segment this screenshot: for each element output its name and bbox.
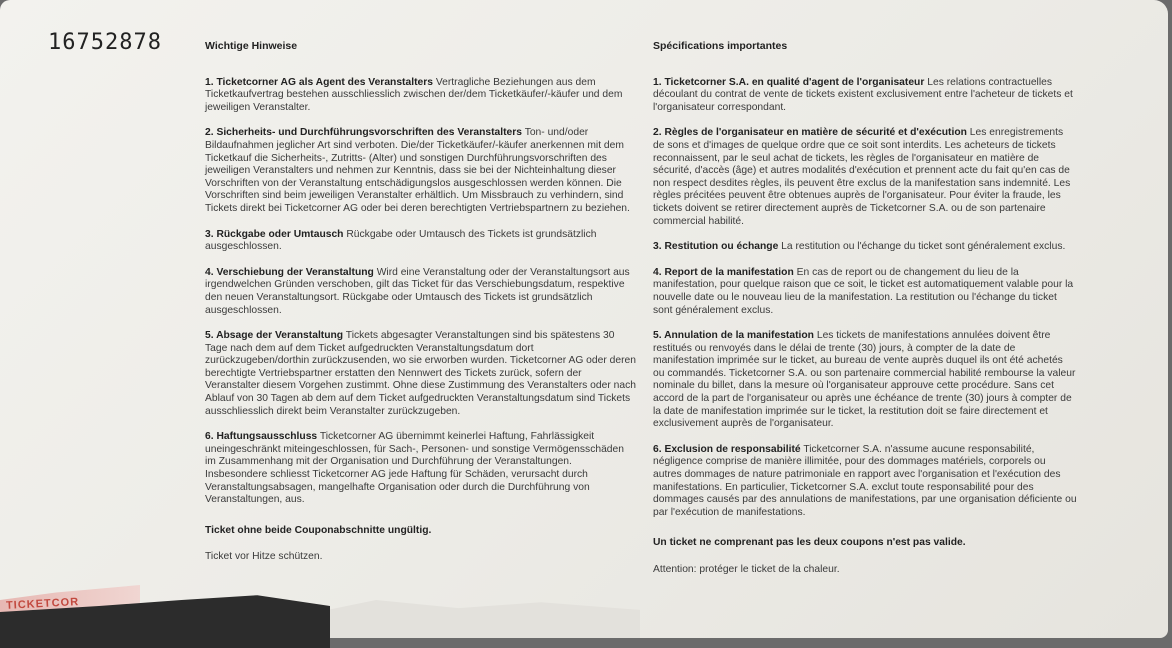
german-heat-note: Ticket vor Hitze schützen. (205, 551, 323, 563)
french-item-3: 3. Restitution ou échange La restitution ou l'échange du ticket sont généralement exclus. (653, 241, 1066, 253)
french-item-4: 4. Report de la manifestation En cas de report ou de changement du lieu de la manifestation, pour quelque raison que ce soit, le ticket est automatiquement valable pour la nouvelle date ou le nouveau lieu de la manifestation. La restitution ou l'échange du ticket sont généralement exclus. (653, 266, 1074, 316)
french-column (653, 40, 1077, 590)
german-heading: Wichtige Hinweise (205, 40, 298, 52)
stub-logo-text: TICKETCOR (5, 596, 80, 612)
french-item-5: 5. Annulation de la manifestation Les tickets de manifestations annulées doivent être restitués ou renvoyés dans le délai de trente (30) jours, à compter de la date de manifestation imprimée sur le ticket, au bureau de vente auprès duquel ils ont été achetés ou commandés. Ticketcorner S.A. ou son partenaire commercial habilité rembourse la valeur nominale du billet, dans la mesure où l'organisateur approuve cette procédure. Sans cet accord de la part de l'organisateur ou après une échéance de trente (30) jours à compter de la date de manifestation imprimée sur le ticket, la restitution doit se faire directement et exclusivement auprès de l'organisateur. (653, 330, 1076, 430)
french-heat-note: Attention: protéger le ticket de la chaleur. (653, 564, 840, 575)
french-item-6: 6. Exclusion de responsabilité Ticketcorner S.A. n'assume aucune responsabilité, négligence comprise de manière illimitée, pour des dommages matériels, corporels ou autres dommages de nature patrimoniale en rapport avec l'organisation et l'exécution des manifestations. En particulier, Ticketcorner S.A. exclut toute responsabilité pour des dommages causés par des annulations de manifestations, par une organisation déficiente ou par l'exécution de manifestations. (653, 443, 1077, 518)
german-item-2: 2. Sicherheits- und Durchführungsvorschriften des Veranstalters Ton- und/oder Bildaufnahmen jeglicher Art sind verboten. Die/der Ticketkäufer/-käufer anerkennen mit dem Ticketkauf die Sicherheits-, Zutritts- (Alter) und sonstigen Durchführungsvorschriften des jeweiligen Veranstalters und nehmen zur Kenntnis, dass sie bei der Nichteinhaltung dieser Vorschriften von der Veranstaltung entschädigungslos ausgeschlossen werden können. Die Vorschriften sind beim jeweiligen Veranstalter erhältlich. Um Missbrauch zu verhindern, sind Tickets direkt bei Ticketcorner AG oder bei deren berechtigten Vertriebspartnern zu beziehen. (205, 127, 630, 214)
french-heading: Spécifications importantes (653, 40, 788, 52)
french-item-2: 2. Règles de l'organisateur en matière de sécurité et d'exécution Les enregistrements de sons et d'images de quelque ordre que ce soit sont interdits. Les acheteurs de tickets reconnaissent, par le seul achat de tickets, les règles de l'organisateur en matière de sécurité, d'accès (âge) et autres modalités d'exécution et prennent acte du fait qu'en cas de non respect desdites règles, ils peuvent être exclus de la manifestation sans indemnité. Les règles précitées peuvent être obtenues auprès de l'organisateur. Pour éviter la fraude, les tickets doivent se retirer directement auprès de Ticketcorner S.A. ou de son partenaire commercial habilité. (653, 127, 1071, 227)
german-item-3: 3. Rückgabe oder Umtausch Rückgabe oder Umtausch des Tickets ist grundsätzlich ausgeschlossen. (205, 228, 597, 253)
german-validity-note: Ticket ohne beide Couponabschnitte ungültig. (205, 524, 432, 536)
german-item-5: 5. Absage der Veranstaltung Tickets abgesagter Veranstaltungen sind bis spätestens 30 Tage nach dem auf dem Ticket aufgedruckten Veranstaltungsdatum dort zurückzugeben/dorthin zurückzusenden, wo sie erworben wurden. Ticketcorner AG oder deren berechtigte Vertriebspartner erstatten den Nennwert des Tickets zurück, sofern der Veranstalter diesem Vorgehen zustimmt. Ohne diese Zustimmung des Veranstalters oder nach Ablauf von 30 Tagen ab dem auf dem Ticket aufgedruckten Veranstaltungsdatum sind Tickets ausschliesslich direkt beim Veranstalter zurückzugeben. (205, 330, 636, 417)
german-item-4: 4. Verschiebung der Veranstaltung Wird eine Veranstaltung oder der Veranstaltungsort aus irgendwelchen Gründen verschoben, gilt das Ticket für das Verschiebungsdatum, respektive den neuen Veranstaltungsort. Rückgabe oder Umtausch des Tickets ist grundsätzlich ausgeschlossen. (205, 266, 630, 316)
torn-edge (310, 600, 640, 638)
serial-number: 16752878 (48, 30, 162, 55)
german-column (205, 40, 637, 577)
german-item-6: 6. Haftungsausschluss Ticketcorner AG übernimmt keinerlei Haftung, Fahrlässigkeit uneingeschränkt miteingeschlossen, für Sach-, Personen- und sonstige Vermögensschäden im Zusammenhang mit der Organisation und Durchführung der Veranstaltungen. Insbesondere schliesst Ticketcorner AG jede Haftung für Schäden, verursacht durch Veranstaltungsabsagen, mangelhafte Organisation oder durch die Durchführung von Veranstaltungen, aus. (205, 431, 624, 506)
french-validity-note: Un ticket ne comprenant pas les deux coupons n'est pas valide. (653, 537, 966, 549)
german-item-1: 1. Ticketcorner AG als Agent des Veranstalters Vertragliche Beziehungen aus dem Ticketkaufvertrag bestehen ausschliesslich zwischen der/dem Ticketkäufer/-käufer und dem jeweiligen Veranstalter. (205, 76, 623, 113)
french-item-1: 1. Ticketcorner S.A. en qualité d'agent de l'organisateur Les relations contractuelles découlant du contrat de vente de tickets existent exclusivement entre l'acheteur de tickets et l'organisateur correspondant. (653, 76, 1073, 113)
